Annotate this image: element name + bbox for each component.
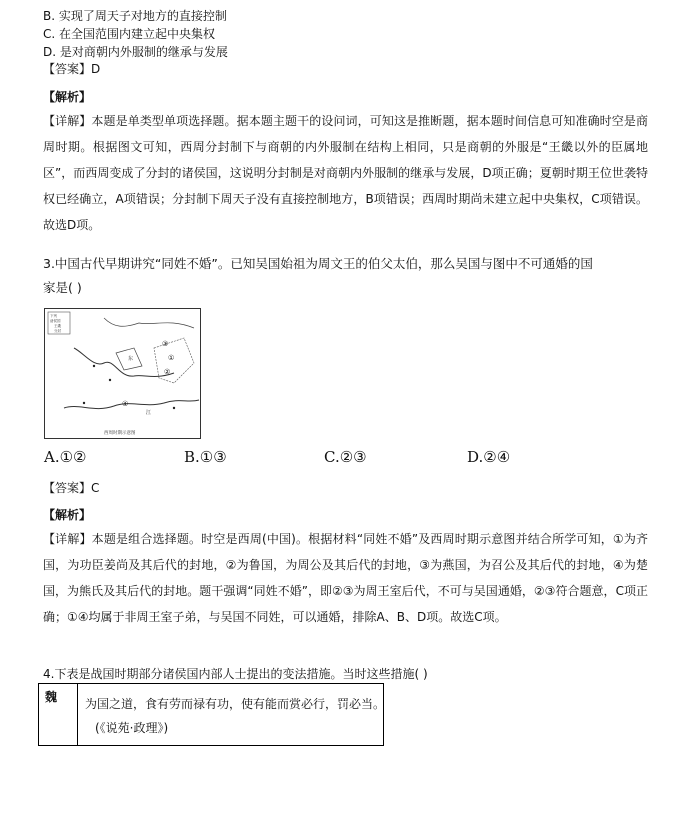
q3-option-b: B.①③	[184, 448, 227, 466]
q3-option-c: C.②③	[324, 448, 367, 466]
q3-option-a: A.①②	[44, 448, 87, 466]
map-legend-2: 诸侯国	[50, 319, 61, 323]
q4-table-row-head: 魏	[45, 690, 58, 704]
q2-option-b: B. 实现了周天子对地方的直接控制	[43, 9, 227, 23]
map-marker-1: ①	[168, 354, 175, 362]
map-city-dot	[173, 407, 175, 409]
map-city-dot	[93, 365, 95, 367]
q2-option-d: D. 是对商朝内外服制的继承与发展	[43, 45, 228, 59]
map-marker-2: ②	[164, 368, 171, 376]
map-legend-3: 王畿	[54, 324, 61, 328]
map-legend-4: 分封	[54, 329, 61, 333]
q4-table	[38, 683, 384, 746]
map-label-dong: 东	[128, 356, 134, 362]
map-marker-4: ④	[122, 400, 129, 408]
map-city-dot	[109, 379, 111, 381]
q3-analysis-label: 【解析】	[43, 508, 92, 522]
q4-table-content-cell	[85, 692, 385, 740]
q4-table-row-text: 为国之道，食有劳而禄有功，使有能而赏必行，罚必当。	[85, 697, 386, 711]
map-legend-1: 下列	[50, 314, 57, 318]
map-marker-3: ③	[162, 340, 169, 348]
q3-answer: 【答案】C	[43, 481, 100, 495]
q3-option-d: D.②④	[467, 448, 511, 466]
map-caption: 西周时期示意图	[104, 431, 136, 436]
q3-stem-line2: 家是( )	[43, 280, 82, 295]
q4-table-head-cell	[39, 684, 78, 745]
q3-detail: 【详解】本题是组合选择题。时空是西周(中国)。根据材料“同姓不婚”及西周时期示意图并结合所学可知，①为齐国，为功臣姜尚及其后代的封地，②为鲁国，为周公及其后代的封地，③为燕国，为召公及其后代的封地，④为楚国，为熊氏及其后代的封地。题干强调“同姓不婚”，即②③为周王室后代，不可与吴国通婚，②③符合题意，C项正确；①④均属于非周王室子弟，与吴国不同姓，可以通婚，排除A、B、D项。故选C项。	[43, 532, 648, 624]
q2-detail: 【详解】本题是单类型单项选择题。据本题主题干的设问词，可知这是推断题，据本题时间信息可知准确时空是商周时期。根据图文可知，西周分封制下与商朝的内外服制在结构上相同，只是商朝的外服是“王畿以外的臣属地区”，而西周变成了分封的诸侯国，这说明分封制是对商朝内外服制的继承与发展，D项正确；夏朝时期王位世袭特权已经确立，A项错误；分封制下周天子没有直接控制地方，B项错误；西周时期尚未建立起中央集权，C项错误。故选D项。	[43, 114, 648, 232]
western-zhou-map	[44, 308, 201, 439]
q2-analysis-label: 【解析】	[43, 90, 92, 104]
map-label-jiang: 江	[146, 410, 152, 416]
q4-table-row-source: (《说苑·政理》)	[95, 721, 169, 735]
q2-option-c: C. 在全国范围内建立起中央集权	[43, 27, 216, 41]
q3-stem-line1: 3.中国古代早期讲究“同姓不婚”。已知吴国始祖为周文王的伯父太伯，那么吴国与图中不可通婚的国	[43, 256, 593, 271]
q2-answer: 【答案】D	[43, 62, 101, 76]
map-city-dot	[83, 402, 85, 404]
q4-stem: 4.下表是战国时期部分诸侯国内部人士提出的变法措施。当时这些措施( )	[43, 667, 428, 681]
